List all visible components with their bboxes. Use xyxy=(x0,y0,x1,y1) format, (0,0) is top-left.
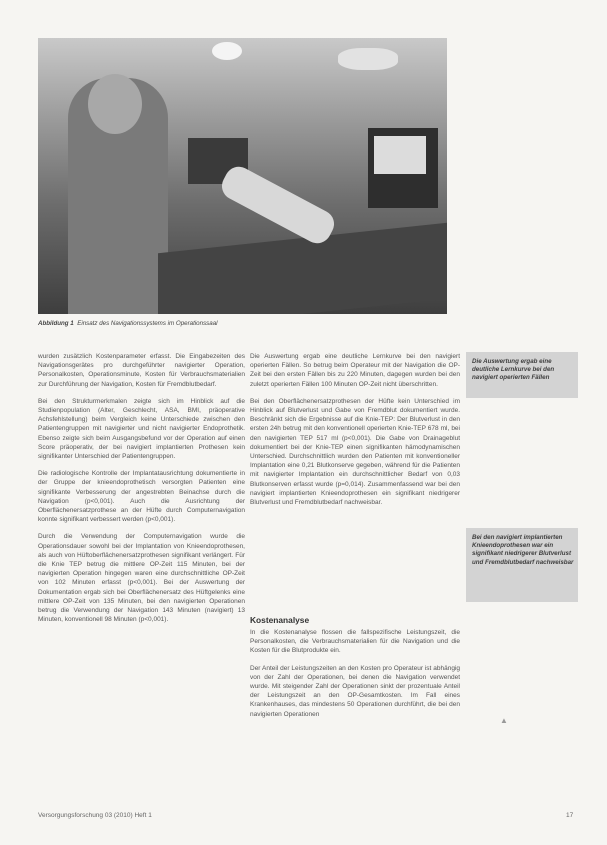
journal-footer: Versorgungsforschung 03 (2010) Heft 1 xyxy=(38,812,152,819)
paragraph: Der Anteil der Leistungszeiten an den Kosten pro Operateur ist abhängig von der Zahl der Operationen, bei denen die Navigation verwendet wurde. Mit steigender Zahl der Operationen sinkt der prozentuale Anteil der Leistungszeit an den OP-Gesamtkosten. Im Fall eines Krankenhauses, das mindestens 50 Operationen durchführt, die bei den navigierten Operationen xyxy=(250,664,460,718)
paragraph: Die radiologische Kontrolle der Implantatausrichtung dokumentierte in der Gruppe der knieendoprothetisch versorgten Patienten eine signifikante Verbesserung der angestrebten Beinachse durch die Navigation (p<0,001). Auch die Ausrichtung der Oberflächenersatzprothese an der Hüfte durch Computernavigation konnte signifikant verbessert werden (p<0,001). xyxy=(38,470,245,524)
paragraph: Die Auswertung ergab eine deutliche Lernkurve bei den navigiert operierten Fällen. So betrug beim Operateur mit der Navigation die OP-Zeit bei den ersten Fällen bis zu 220 Minuten, dagegen wurden bei den zuletzt operierten Fällen 100 Minuten OP-Zeit nicht überschritten. xyxy=(250,353,460,388)
column-right xyxy=(250,352,460,515)
paragraph: Durch die Verwendung der Computernavigation wurde die Operationsdauer sowohl bei der Implantation von Knieendoprothesen, als auch von Hüftoberflächenersatzprothesen signifikant verlängert. Für die Knie TEP betrug die mittlere OP-Zeit 115 Minuten, bei der navigierten Operation hingegen waren eine durchschnittliche OP-Zeit von 102 Minuten erfasst (p<0,001). Bei der Auswertung der Dokumentation ergab sich bei Oberflächenersatz des Hüftgelenks eine mittlere OP-Zeit von 135 Minuten, bei den navigierten Operationen betrug die Verwendung der Navigation 143 Minuten (navigiert) 13 Minuten, konventionell 98 Minuten (p<0,001). xyxy=(38,533,245,624)
paragraph: In die Kostenanalyse flossen die fallspezifische Leistungszeit, die Personalkosten, die Verbrauchsmaterialien für die Navigation und die Kosten für die Blutprodukte ein. xyxy=(250,629,460,655)
operating-room-photo xyxy=(38,38,447,314)
arrow-up-icon: ▲ xyxy=(500,716,508,725)
paragraph: wurden zusätzlich Kostenparameter erfasst. Die Eingabezeiten des Navigationsgerätes pro durchgeführter navigierter Operation, Personalkosten, Operationsminute, Kosten für Verbrauchsmaterialien zur Durchführung der Navigation, Kosten für Fremdblutbedarf. xyxy=(38,353,245,388)
navigation-monitor xyxy=(368,128,438,208)
caption-text: Einsatz des Navigationssystems im Operationssaal xyxy=(77,320,218,327)
column-left xyxy=(38,352,245,632)
ceiling-light xyxy=(338,48,398,70)
paragraph: Bei den Strukturmerkmalen zeigte sich im Hinblick auf die Studienpopulation (Alter, Geschlecht, ASA, BMI, präoperative Achsfehlstellung) beim Vergleich keine Unterschiede zwischen den Patientengruppen mit navigierter und nicht navigierter Endoprothetik. Ebenso zeigte sich beim Ausgangsbefund vor der Operation auf einen Score präoperativ, der bei navigiert implantierten Prothesen kein signifikanter Unterschied der Patientengruppen. xyxy=(38,397,245,461)
section-heading: Kostenanalyse xyxy=(250,615,310,625)
column-right-lower xyxy=(250,628,460,727)
patient-leg xyxy=(217,162,339,248)
sidebar-note: Bei den navigiert implantierten Knieendoprothesen war ein signifikant niedrigerer Blutverlust und Fremdblutbedarf nachweisbar xyxy=(466,528,578,602)
caption-label: Abbildung 1 xyxy=(38,320,74,327)
figure-caption xyxy=(38,320,218,327)
page-number: 17 xyxy=(566,812,574,819)
sidebar-note: Die Auswertung ergab eine deutliche Lernkurve bei den navigiert operierten Fällen xyxy=(466,352,578,398)
paragraph: Bei den Oberflächenersatzprothesen der Hüfte kein Unterschied im Hinblick auf Blutverlust und Gabe von Fremdblut dokumentiert wurde. Beschränkt sich die Ergebnisse auf die Knie-TEP: Der Blutverlust in den ersten 24h betrug mit den konventionell operierten Knie-TEP 678 ml, bei den navigierten TEP 517 ml (p<0,001). Die Gabe von Drainageblut dokumentiert bei der Knie-TEP einen signifikanten hämodynamischen Unterschied. Durchschnittlich wurden den Patienten mit konventioneller Implantation eine 0,21 Blutkonserve gegeben, während für die Patienten mit navigierter Implantation ein durchschnittlicher Bedarf von 0,03 Blutkonserven erfasst wurde (p=0,014). Zusammenfassend war bei den navigiert implantierten Knieendoprothesen ein signifikant niedrigerer Blutverlust und Fremdblutbedarf nachweisbar. xyxy=(250,397,460,507)
surgical-lamp xyxy=(212,42,242,60)
surgeon-head xyxy=(88,74,142,134)
